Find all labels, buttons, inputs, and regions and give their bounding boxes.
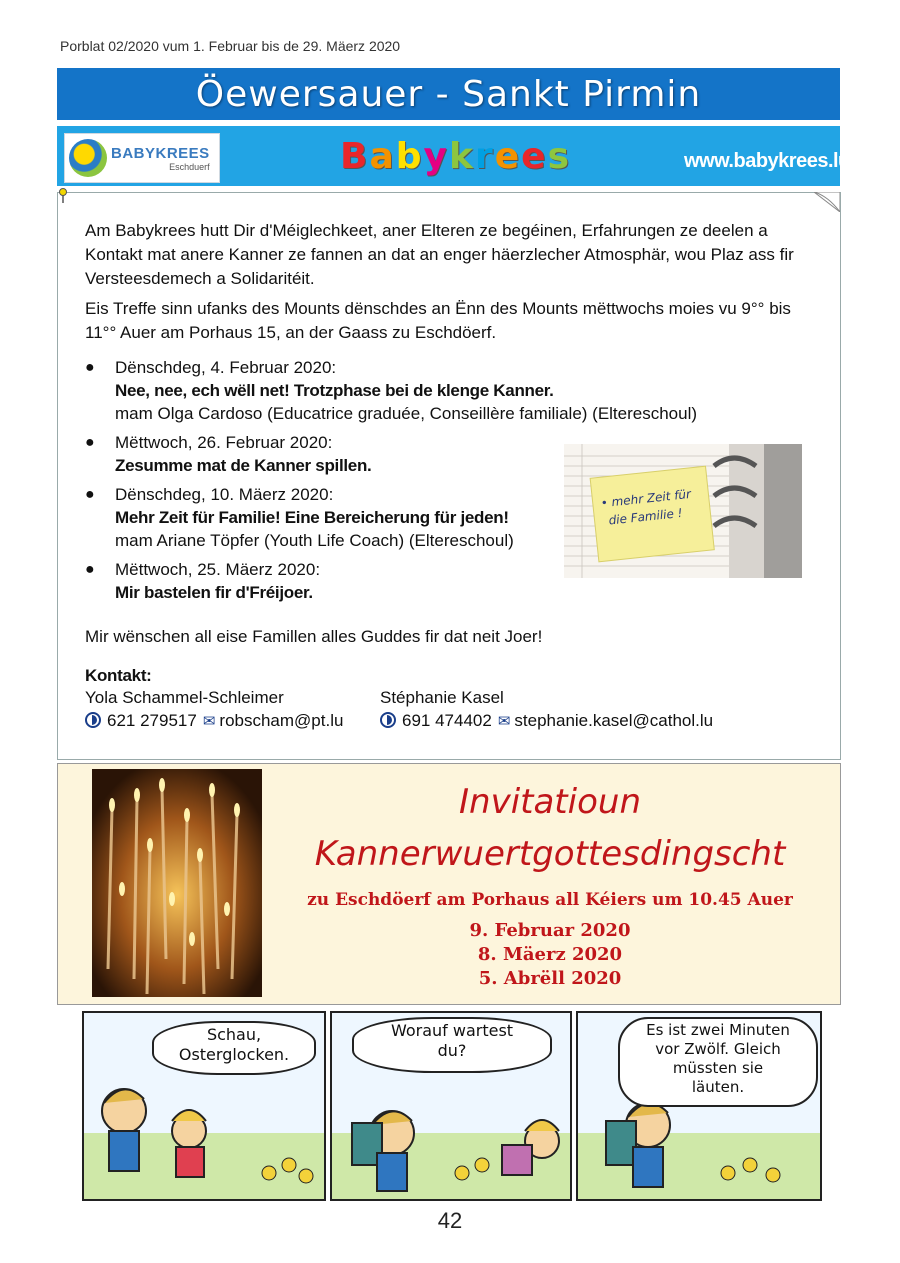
contact-phone[interactable]: 691 474402: [402, 711, 492, 730]
speech-bubble: [152, 1021, 316, 1075]
comic-panel-3: [576, 1011, 822, 1201]
event-presenter: mam Ariane Töpfer (Youth Life Coach) (Eltereschoul): [115, 531, 514, 550]
brand-letter: k: [449, 136, 475, 177]
contact-email[interactable]: stephanie.kasel@cathol.lu: [514, 711, 714, 730]
candles-photo: [92, 769, 262, 997]
phone-icon: [380, 712, 396, 728]
invitation-title: Invitatioun: [459, 782, 641, 822]
event-title: Zesumme mat de Kanner spillen.: [115, 456, 372, 475]
thought-bubble: [618, 1017, 818, 1107]
speech-bubble: [352, 1017, 552, 1073]
babykrees-logo: [64, 133, 220, 183]
intro-text: [85, 219, 815, 351]
brand-letter: b: [395, 136, 424, 177]
brand-letter: a: [369, 136, 396, 177]
contact-person: [85, 686, 343, 733]
intro-paragraph: Am Babykrees hutt Dir d'Méiglechkeet, aner Elteren ze begéinen, Erfahrungen ze deelen a Kontakt mat anere Kanner ze fannen an dat an enger häerzlecher Atmosphär, wou Plaz ass fir Versteesdemech a Solidaritéit.: [85, 221, 794, 288]
logo-subtitle: Eschduerf: [169, 161, 210, 172]
event-presenter: mam Olga Cardoso (Educatrice graduée, Conseillère familiale) (Eltereschoul): [115, 404, 698, 423]
event-date: Mëttwoch, 25. Mäerz 2020:: [115, 560, 321, 579]
list-item: [85, 356, 698, 425]
intro-paragraph: Eis Treffe sinn ufanks des Mounts dënschdes an Ënn des Mounts mëttwochs moies vu 9°° bis 11°° Auer am Porhaus 15, an der Gaass zu Eschdöerf.: [85, 299, 791, 342]
bullet: ●: [85, 486, 95, 503]
sticky-note-line: • mehr Zeit für: [600, 486, 692, 511]
running-header: Porblat 02/2020 vum 1. Februar bis de 29. Mäerz 2020: [60, 38, 401, 54]
bubble-text: Schau,: [206, 1025, 262, 1044]
event-title: Mir bastelen fir d'Fréijoer.: [115, 583, 313, 602]
brand-letter: B: [340, 136, 370, 177]
website-link[interactable]: www.babykrees.lu: [684, 150, 850, 172]
bubble-text: vor Zwölf. Gleich: [655, 1040, 781, 1058]
invitation-date: 8. Mäerz 2020: [477, 944, 623, 965]
brand-letter: y: [423, 136, 449, 177]
invitation-dates: [300, 919, 800, 991]
planner-photo: [564, 444, 802, 578]
invitation-place: zu Eschdöerf am Porhaus all Kéiers um 10.45 Auer: [307, 890, 793, 910]
bullet: ●: [85, 561, 95, 578]
page-curl-icon: [814, 192, 840, 212]
list-item: [85, 483, 555, 552]
invitation-date: 5. Abrëll 2020: [478, 968, 622, 989]
bullet: ●: [85, 359, 95, 376]
event-date: Dënschdeg, 10. Mäerz 2020:: [115, 485, 334, 504]
event-date: Mëttwoch, 26. Februar 2020:: [115, 433, 333, 452]
brand-letter: r: [474, 136, 495, 177]
event-title: Mehr Zeit für Familie! Eine Bereicherung für jeden!: [115, 508, 509, 527]
bubble-text: Osterglocken.: [178, 1045, 290, 1064]
list-item: [85, 558, 555, 604]
title-bar: [57, 68, 840, 120]
comic-panel-1: [82, 1011, 326, 1201]
contact-name: Yola Schammel-Schleimer: [85, 688, 284, 707]
logo-name: BABYKREES: [111, 144, 210, 162]
page-title: Öewersauer - Sankt Pirmin: [195, 73, 702, 115]
sticky-note-line: die Familie !: [607, 505, 684, 528]
bullet: ●: [85, 434, 95, 451]
phone-icon: [85, 712, 101, 728]
brand-wordmark: [340, 136, 571, 177]
bubble-text: müssten sie: [672, 1059, 764, 1077]
brand-letter: s: [547, 136, 571, 177]
invitation-subtitle: Kannerwuertgottesdingscht: [314, 834, 786, 874]
email-icon: ✉: [497, 713, 511, 730]
bubble-text: Es ist zwei Minuten: [646, 1021, 790, 1039]
bubble-text: Worauf wartest: [390, 1021, 514, 1040]
brand-letter: e: [494, 136, 522, 177]
invitation-date: 9. Februar 2020: [469, 920, 631, 941]
email-icon: ✉: [202, 713, 216, 730]
pushpin-icon: [58, 188, 68, 204]
contact-heading: Kontakt:: [85, 666, 152, 685]
event-title: Nee, nee, ech wëll net! Trotzphase bei de klenge Kanner.: [115, 381, 554, 400]
contact-phone[interactable]: 621 279517: [107, 711, 197, 730]
logo-emblem-icon: [69, 139, 107, 177]
contact-email[interactable]: robscham@pt.lu: [219, 711, 344, 730]
contact-name: Stéphanie Kasel: [380, 688, 504, 707]
comic-panel-2: [330, 1011, 572, 1201]
bubble-text: läuten.: [691, 1078, 745, 1096]
event-date: Dënschdeg, 4. Februar 2020:: [115, 358, 337, 377]
page-number: 42: [437, 1208, 463, 1233]
closing-text: Mir wënschen all eise Famillen alles Guddes fir dat neit Joer!: [85, 627, 543, 646]
contact-person: [380, 686, 713, 733]
list-item: [85, 431, 555, 477]
brand-letter: e: [521, 136, 548, 177]
bubble-text: du?: [437, 1041, 467, 1060]
